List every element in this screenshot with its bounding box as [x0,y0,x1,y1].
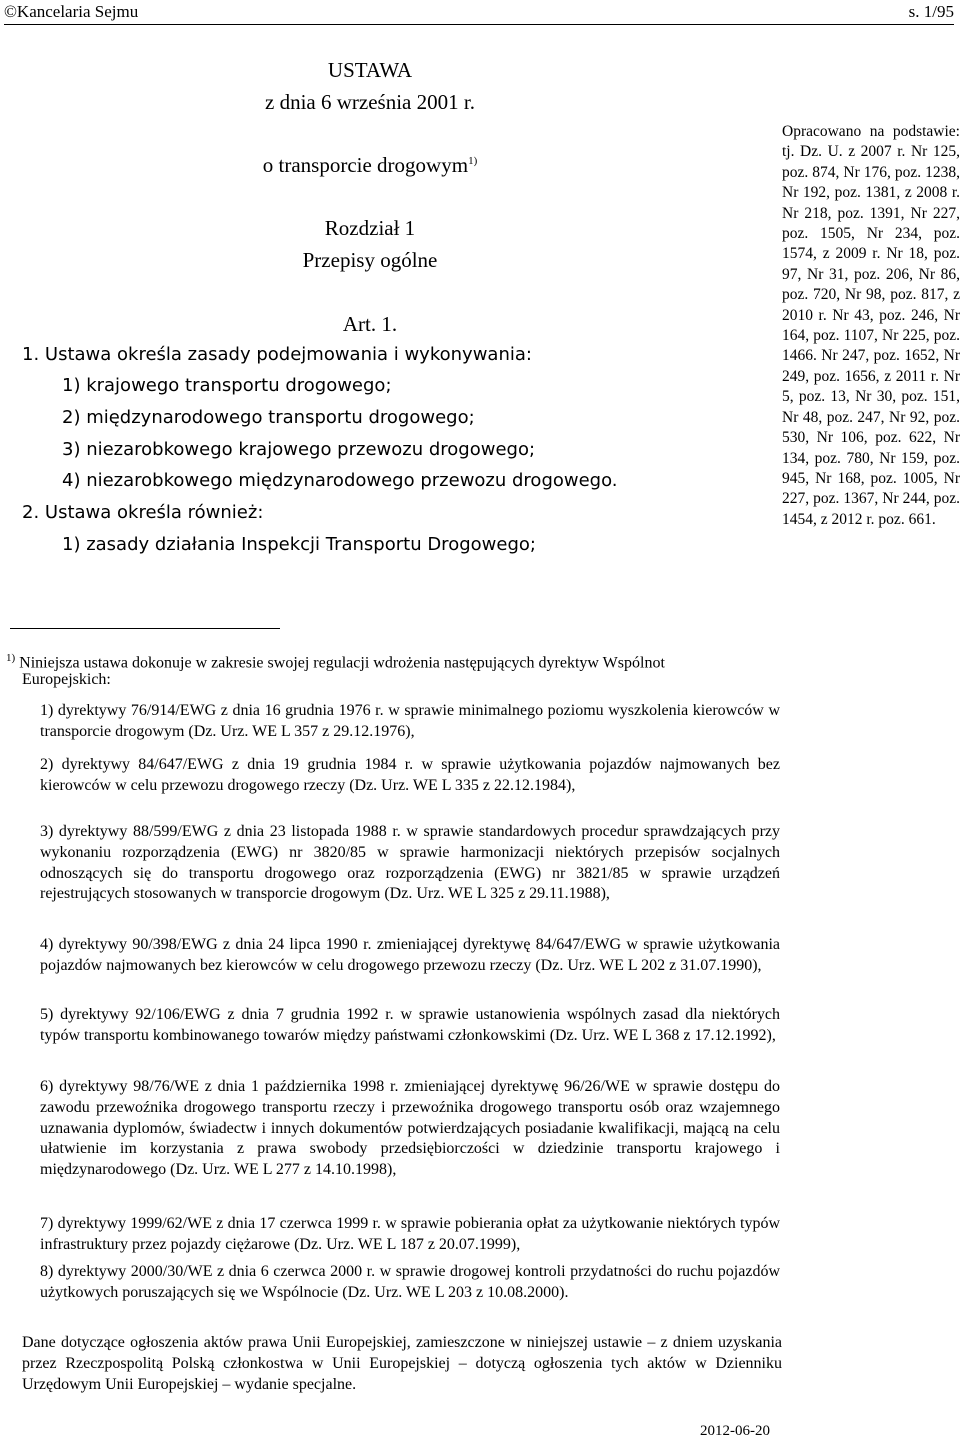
chapter-title: Przepisy ogólne [302,248,438,272]
footnote-directive-item: 8) dyrektywy 2000/30/WE z dnia 6 czerwca 2000 r. w sprawie drogowej kontroli przydatności do ruchu pojazdów użytkowych poruszających się we Wspólnocie (Dz. Urz. WE L 203 z 10.08.2000). [40,1263,780,1301]
footnote-directive-item: 2) dyrektywy 84/647/EWG z dnia 19 grudnia 1984 r. w sprawie użytkowania pojazdów najmowanych bez kierowców w celu przewozu drogowego rzeczy (Dz. Urz. WE L 335 z 22.12.1984), [40,756,780,794]
footnote-directive-item: 6) dyrektywy 98/76/WE z dnia 1 października 1998 r. zmieniającej dyrektywę 96/26/WE w sprawie dostępu do zawodu przewoźnika drogowego transportu rzeczy i przewoźnika drogowego transportu osób oraz wzajemnego uznawania dyplomów, świadectw i innych dokumentów potwierdzających posiadanie kwalifikacji, mającą na celu ułatwienie im korzystania z prawa swobody przedsiębiorczości w dziedzinie transportu krajowego i międzynarodowego (Dz. Urz. WE L 277 z 14.10.1998), [40,1078,780,1179]
article1-item: 4) niezarobkowego międzynarodowego przewozu drogowego. [62,470,618,491]
article1-paragraph1: 1. Ustawa określa zasady podejmowania i wykonywania: [22,344,532,365]
header-divider [4,24,954,25]
footnote-separator [10,628,280,629]
footnote-directive-item: 3) dyrektywy 88/599/EWG z dnia 23 listopada 1988 r. w sprawie standardowych procedur sprawdzających przy wykonaniu rozporządzenia (EWG) nr 3820/85 w sprawie harmonizacji niektórych przepisów socjalnych odnoszących się do transportu drogowego oraz rozporządzenia (EWG) nr 3821/85 w sprawie urządzeń rejestrujących stosowanych w transporcie drogowym (Dz. Urz. WE L 325 z 29.11.1988), [40,823,780,903]
document-date: z dnia 6 września 2001 r. [265,90,475,114]
document-version-date: 2012-06-20 [700,1423,770,1439]
source-sidenote: Opracowano na podstawie: tj. Dz. U. z 2007 r. Nr 125, poz. 874, Nr 176, poz. 1238, Nr 192, poz. 1381, z 2008 r. Nr 218, poz. 1391, Nr 227, poz. 1505, Nr 234, poz. 1574, z 2009 r. Nr 18, poz. 97, Nr 31, poz. 206, Nr 86, poz. 720, Nr 98, poz. 817, z 2010 r. Nr 43, poz. 246, Nr 164, poz. 1107, Nr 225, poz. 1466. Nr 247, poz. 1652, Nr 249, poz. 1656, z 2011 r. Nr 5, poz. 13, Nr 30, poz. 151, Nr 48, poz. 247, Nr 92, poz. 530, Nr 106, poz. 622, Nr 134, poz. 780, Nr 159, poz. 945, Nr 168, poz. 1005, Nr 227, poz. 1367, Nr 244, poz. 1454, z 2012 r. poz. 661. [782,123,960,528]
footnote-directive-item: 7) dyrektywy 1999/62/WE z dnia 17 czerwca 1999 r. w sprawie pobierania opłat za użytkowanie niektórych typów infrastruktury przez pojazdy ciężarowe (Dz. Urz. WE L 187 z 20.07.1999), [40,1215,780,1253]
article1-item: 1) krajowego transportu drogowego; [62,375,392,396]
footnote-intro-text: Niniejsza ustawa dokonuje w zakresie swojej regulacji wdrożenia następujących dyrektyw Wspólnot [19,654,665,672]
article1-item: 3) niezarobkowego krajowego przewozu drogowego; [62,439,536,460]
article1-item: 2) międzynarodowego transportu drogowego; [62,407,475,428]
footnote-directive-item: 4) dyrektywy 90/398/EWG z dnia 24 lipca 1990 r. zmieniającej dyrektywę 84/647/EWG w sprawie użytkowania pojazdów najmowanych bez kierowców w celu drogowego przewozu rzeczy (Dz. Urz. WE L 202 z 31.07.1990), [40,936,780,974]
footnote-intro [6,648,776,674]
page-number: s. 1/95 [908,2,954,21]
footnote-marker: 1) [6,652,16,664]
document-type: USTAWA [327,58,413,82]
footnote-closing-note: Dane dotyczące ogłoszenia aktów prawa Unii Europejskiej, zamieszczone w niniejszej ustawie – z dniem uzyskania przez Rzeczpospolitą Polską członkostwa w Unii Europejskiej – dotyczą ogłoszenia tych aktów w Dzienniku Urzędowym Unii Europejskiej – wydanie specjalne. [22,1334,782,1393]
footnote-intro-continued: Europejskich: [22,671,111,688]
article-number: Art. 1. [342,312,398,336]
footnote-reference: 1) [468,155,478,167]
article1-paragraph2: 2. Ustawa określa również: [22,502,264,523]
chapter-number: Rozdział 1 [324,216,416,240]
document-title-text: o transporcie drogowym [262,153,469,177]
document-title [0,153,740,178]
header-source: ©Kancelaria Sejmu [4,2,139,21]
footnote-directive-item: 5) dyrektywy 92/106/EWG z dnia 7 grudnia 1992 r. w sprawie ustanowienia wspólnych zasad dla niektórych typów transportu kombinowanego towarów między państwami członkowskimi (Dz. Urz. WE L 368 z 17.12.1992), [40,1006,780,1044]
article1-item: 1) zasady działania Inspekcji Transportu Drogowego; [62,534,536,555]
footnote-directive-item: 1) dyrektywy 76/914/EWG z dnia 16 grudnia 1976 r. w sprawie minimalnego poziomu wyszkolenia kierowców w transporcie drogowym (Dz. Urz. WE L 357 z 29.12.1976), [40,702,780,740]
